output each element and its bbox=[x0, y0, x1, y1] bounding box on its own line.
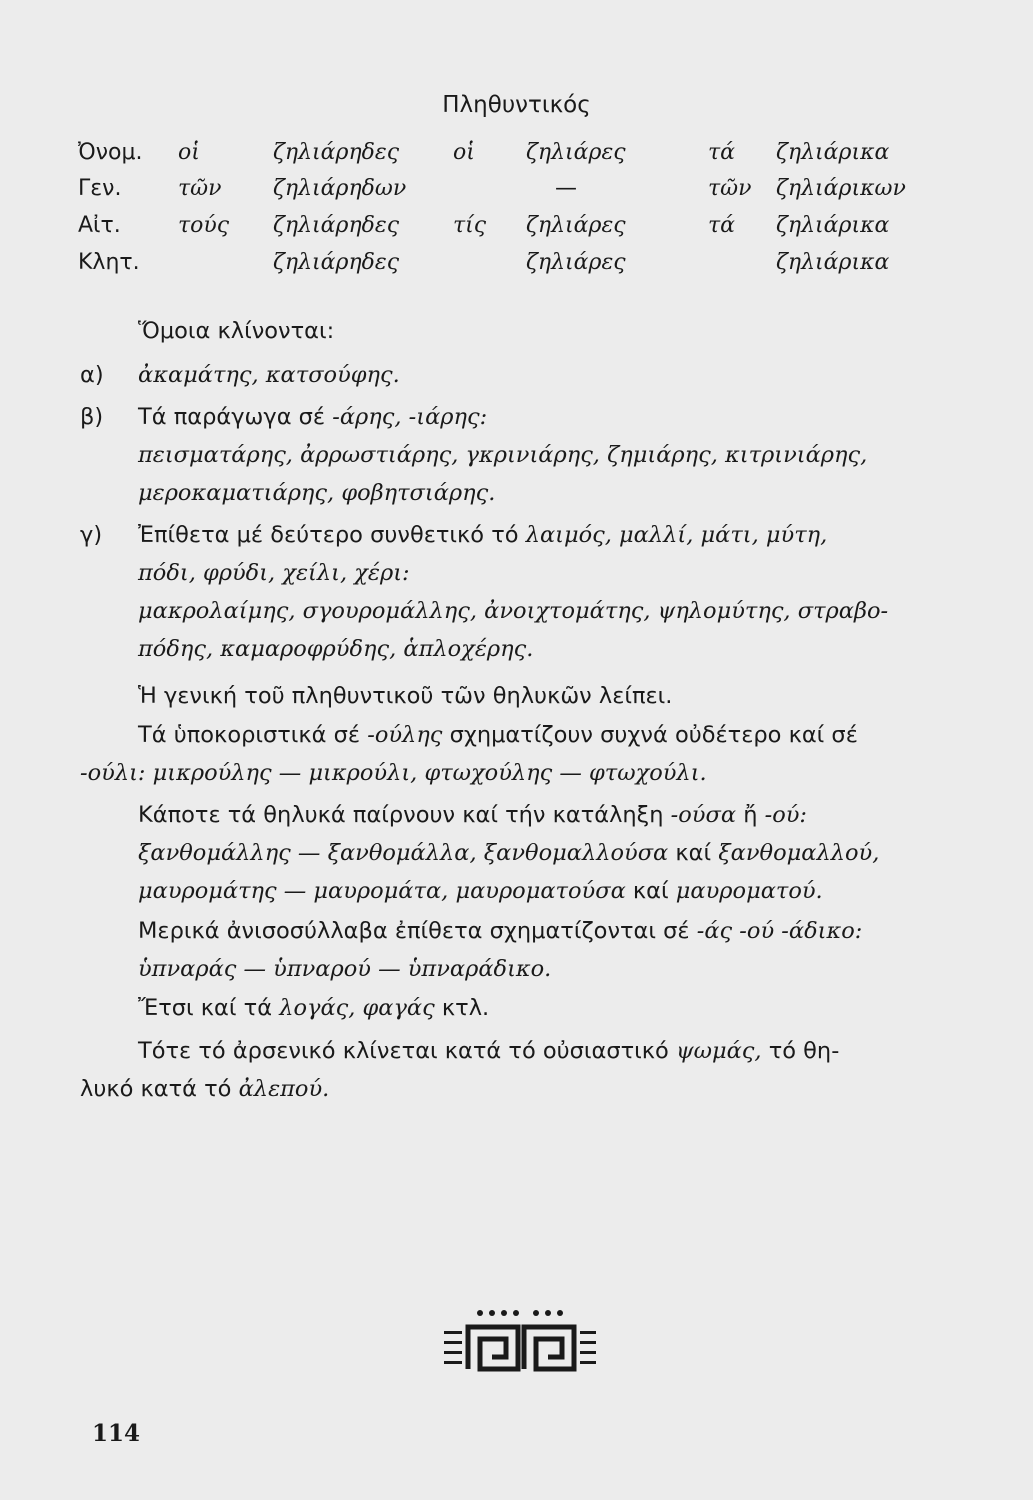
item-label: α) bbox=[80, 362, 104, 388]
form: ζηλιάρικα bbox=[776, 250, 890, 275]
page-number: 114 bbox=[92, 1420, 141, 1447]
text: τό θη- bbox=[768, 1038, 840, 1064]
text: Μερικά ἀνισοσύλλαβα ἐπίθετα σχηματίζονται σέ bbox=[138, 918, 690, 944]
form: ζηλιάρηδες bbox=[273, 213, 400, 238]
article: τούς bbox=[178, 213, 230, 238]
conjunction: καί bbox=[675, 840, 712, 866]
examples-line: μεροκαματιάρης, φοβητσιάρης. bbox=[138, 480, 496, 506]
item-c bbox=[80, 522, 827, 548]
article: τῶν bbox=[178, 176, 222, 201]
form: ζηλιάρικων bbox=[776, 176, 906, 201]
paragraph-feminine bbox=[138, 802, 807, 828]
item-b bbox=[80, 404, 487, 430]
form: ζηλιάρες bbox=[526, 213, 626, 238]
text: Κάποτε τά θηλυκά παίρνουν καί τήν κατάληξη bbox=[138, 802, 664, 828]
text: ἤ bbox=[743, 802, 758, 828]
section-heading: Πληθυντικός bbox=[442, 92, 591, 118]
case-label: Αἰτ. bbox=[78, 213, 121, 238]
paragraph-anisosyllabic bbox=[138, 918, 862, 944]
form: ζηλιάρηδες bbox=[273, 140, 400, 165]
article: τά bbox=[708, 140, 736, 165]
text: λυκό κατά τό bbox=[80, 1076, 232, 1102]
form: ζηλιάρηδες bbox=[273, 250, 400, 275]
paragraph-genitive: Ἡ γενική τοῦ πληθυντικοῦ τῶν θηλυκῶν λείπει. bbox=[138, 683, 673, 709]
feminine-examples bbox=[138, 878, 823, 904]
feminine-examples bbox=[138, 840, 879, 866]
suffix: -ούσα bbox=[670, 802, 737, 828]
components: λαιμός, μαλλί, μάτι, μύτη, bbox=[525, 522, 828, 548]
text: Τότε τό ἀρσενικό κλίνεται κατά τό οὐσιαστικό bbox=[138, 1038, 669, 1064]
form: ζηλιάρικα bbox=[776, 213, 890, 238]
examples: μαυροματού. bbox=[675, 878, 823, 904]
article: τῶν bbox=[708, 176, 752, 201]
form: ζηλιάρες bbox=[526, 250, 626, 275]
paragraph-diminutives bbox=[138, 722, 858, 748]
examples: λογάς, φαγάς bbox=[279, 995, 435, 1021]
examples: μαυρομάτης — μαυρομάτα, μαυροματούσα bbox=[138, 878, 626, 904]
diminutive-examples: -ούλι: μικρούλης — μικρούλι, φτωχούλης — φτωχούλι. bbox=[80, 760, 707, 786]
similar-intro: Ὅμοια κλίνονται: bbox=[138, 318, 335, 344]
text: κτλ. bbox=[441, 995, 490, 1021]
meander-ornament-icon bbox=[440, 1305, 600, 1385]
anisosyllabic-examples: ὑπναράς — ὑπναρού — ὑπναράδικο. bbox=[138, 956, 552, 982]
item-text: ἀκαμάτης, κατσούφης. bbox=[138, 362, 400, 388]
form: ζηλιάρες bbox=[526, 140, 626, 165]
examples: ξανθομάλλης — ξανθομάλλα, ξανθομαλλούσα bbox=[138, 840, 669, 866]
case-label: Κλητ. bbox=[78, 250, 140, 275]
suffix: -ού: bbox=[764, 802, 808, 828]
suffix: -άς -ού -άδικο: bbox=[696, 918, 863, 944]
suffix: -ούλης bbox=[367, 722, 443, 748]
examples: ξανθομαλλού, bbox=[718, 840, 880, 866]
item-intro: Ἐπίθετα μέ δεύτερο συνθετικό τό bbox=[138, 522, 519, 548]
examples-line: πεισματάρης, ἀρρωστιάρης, γκρινιάρης, ζημιάρης, κιτρινιάρης, bbox=[138, 442, 868, 468]
empty-form-dash: — bbox=[555, 176, 577, 201]
examples-line: μακρολαίμης, σγουρομάλλης, ἀνοιχτομάτης, ψηλομύτης, στραβο- bbox=[138, 598, 889, 624]
item-label: γ) bbox=[80, 522, 103, 548]
article: οἱ bbox=[178, 140, 200, 165]
case-label: Ὀνομ. bbox=[78, 140, 143, 165]
text: Ἔτσι καί τά bbox=[138, 995, 273, 1021]
text: σχηματίζουν συχνά οὐδέτερο καί σέ bbox=[449, 722, 858, 748]
paragraph-also bbox=[138, 995, 489, 1021]
paragraph-declension bbox=[138, 1038, 839, 1064]
examples-line: πόδης, καμαροφρύδης, ἁπλοχέρης. bbox=[138, 636, 534, 662]
example: ψωμάς, bbox=[675, 1038, 762, 1064]
item-intro: Τά παράγωγα σέ bbox=[138, 404, 326, 430]
case-label: Γεν. bbox=[78, 176, 122, 201]
article: τίς bbox=[453, 213, 487, 238]
item-label: β) bbox=[80, 404, 104, 430]
article: οἱ bbox=[453, 140, 475, 165]
item-a bbox=[80, 362, 400, 388]
paragraph-declension-cont bbox=[80, 1076, 329, 1102]
text: Τά ὑποκοριστικά σέ bbox=[138, 722, 361, 748]
conjunction: καί bbox=[632, 878, 669, 904]
form: ζηλιάρηδων bbox=[273, 176, 407, 201]
components-line: πόδι, φρύδι, χείλι, χέρι: bbox=[138, 560, 410, 586]
article: τά bbox=[708, 213, 736, 238]
suffixes: -άρης, -ιάρης: bbox=[332, 404, 488, 430]
example: ἀλεπού. bbox=[238, 1076, 330, 1102]
form: ζηλιάρικα bbox=[776, 140, 890, 165]
